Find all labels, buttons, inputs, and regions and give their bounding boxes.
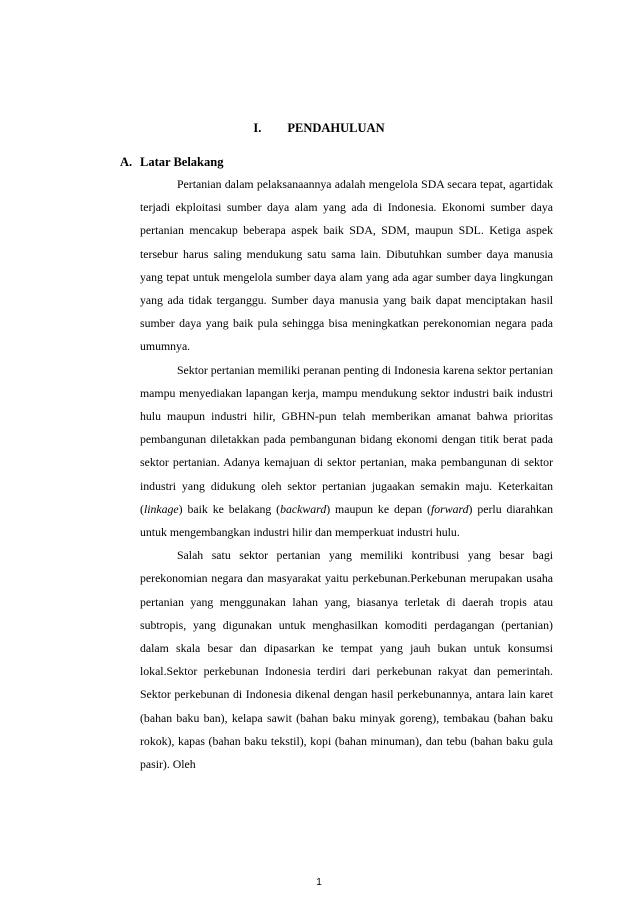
term-linkage: linkage bbox=[143, 501, 179, 516]
paragraph-2-part-3: ) maupun ke depan ( bbox=[326, 501, 431, 516]
term-backward: backward bbox=[280, 501, 327, 516]
body-text bbox=[140, 173, 553, 776]
section-title-text: Latar Belakang bbox=[140, 155, 224, 169]
paragraph-2-part-1: Sektor pertanian memiliki peranan penting di Indonesia karena sektor pertanian mampu menyediakan lapangan kerja, mampu mendukung sektor industri baik industri hulu maupun industri hilir, GBHN-pun telah memberikan amanat bahwa prioritas pembangunan diletakkan pada pembangunan bidang ekonomi dengan titik berat pada sektor pertanian. Adanya kemajuan di sektor pertanian, maka pembangunan di sektor industri yang didukung oleh sektor pertanian jugaakan semakin maju. Keterkaitan ( bbox=[140, 362, 553, 516]
paragraph-1: Pertanian dalam pelaksanaannya adalah mengelola SDA secara tepat, agartidak terjadi ekploitasi sumber daya alam yang ada di Indonesia. Ekonomi sumber daya pertanian mencakup beberapa aspek baik SDA, SDM, maupun SDL. Ketiga aspek tersebur harus saling mendukung satu sama lain. Dibutuhkan sumber daya manusia yang tepat untuk mengelola sumber daya alam yang ada agar sumber daya lingkungan yang ada tidak terganggu. Sumber daya manusia yang baik dapat menciptakan hasil sumber daya yang baik pula sehingga bisa meningkatkan perekonomian negara pada umumnya. bbox=[140, 177, 553, 354]
section-letter: A. bbox=[120, 155, 133, 169]
paragraph-2 bbox=[140, 359, 553, 545]
section-heading bbox=[120, 154, 223, 170]
paragraph-3: Salah satu sektor pertanian yang memiliki kontribusi yang besar bagi perekonomian negara dan masyarakat yaitu perkebunan.Perkebunan merupakan usaha pertanian yang menggunakan lahan yang, biasanya terletak di daerah tropis atau subtropis, yang digunakan untuk menghasilkan komoditi perdagangan (pertanian) dalam skala besar dan dipasarkan ke tempat yang jauh bukan untuk konsumsi lokal.Sektor perkebunan Indonesia terdiri dari perkebunan rakyat dan pemerintah. Sektor perkebunan di Indonesia dikenal dengan hasil perkebunannya, antara lain karet (bahan baku ban), kelapa sawit (bahan baku minyak goreng), tembakau (bahan baku rokok), kapas (bahan baku tekstil), kopi (bahan minuman), dan tebu (bahan baku gula pasir). Oleh bbox=[140, 548, 553, 772]
chapter-title-text: PENDAHULUAN bbox=[287, 121, 385, 135]
chapter-title bbox=[0, 120, 638, 136]
page-number: 1 bbox=[316, 877, 322, 888]
paragraph-2-part-2: ) baik ke belakang ( bbox=[178, 501, 281, 516]
paragraph-2-part-4: ) perlu diarahkan untuk mengembangkan industri hilir dan memperkuat industri hulu. bbox=[140, 501, 554, 540]
chapter-number: I. bbox=[253, 121, 262, 135]
term-forward: forward bbox=[430, 501, 469, 516]
